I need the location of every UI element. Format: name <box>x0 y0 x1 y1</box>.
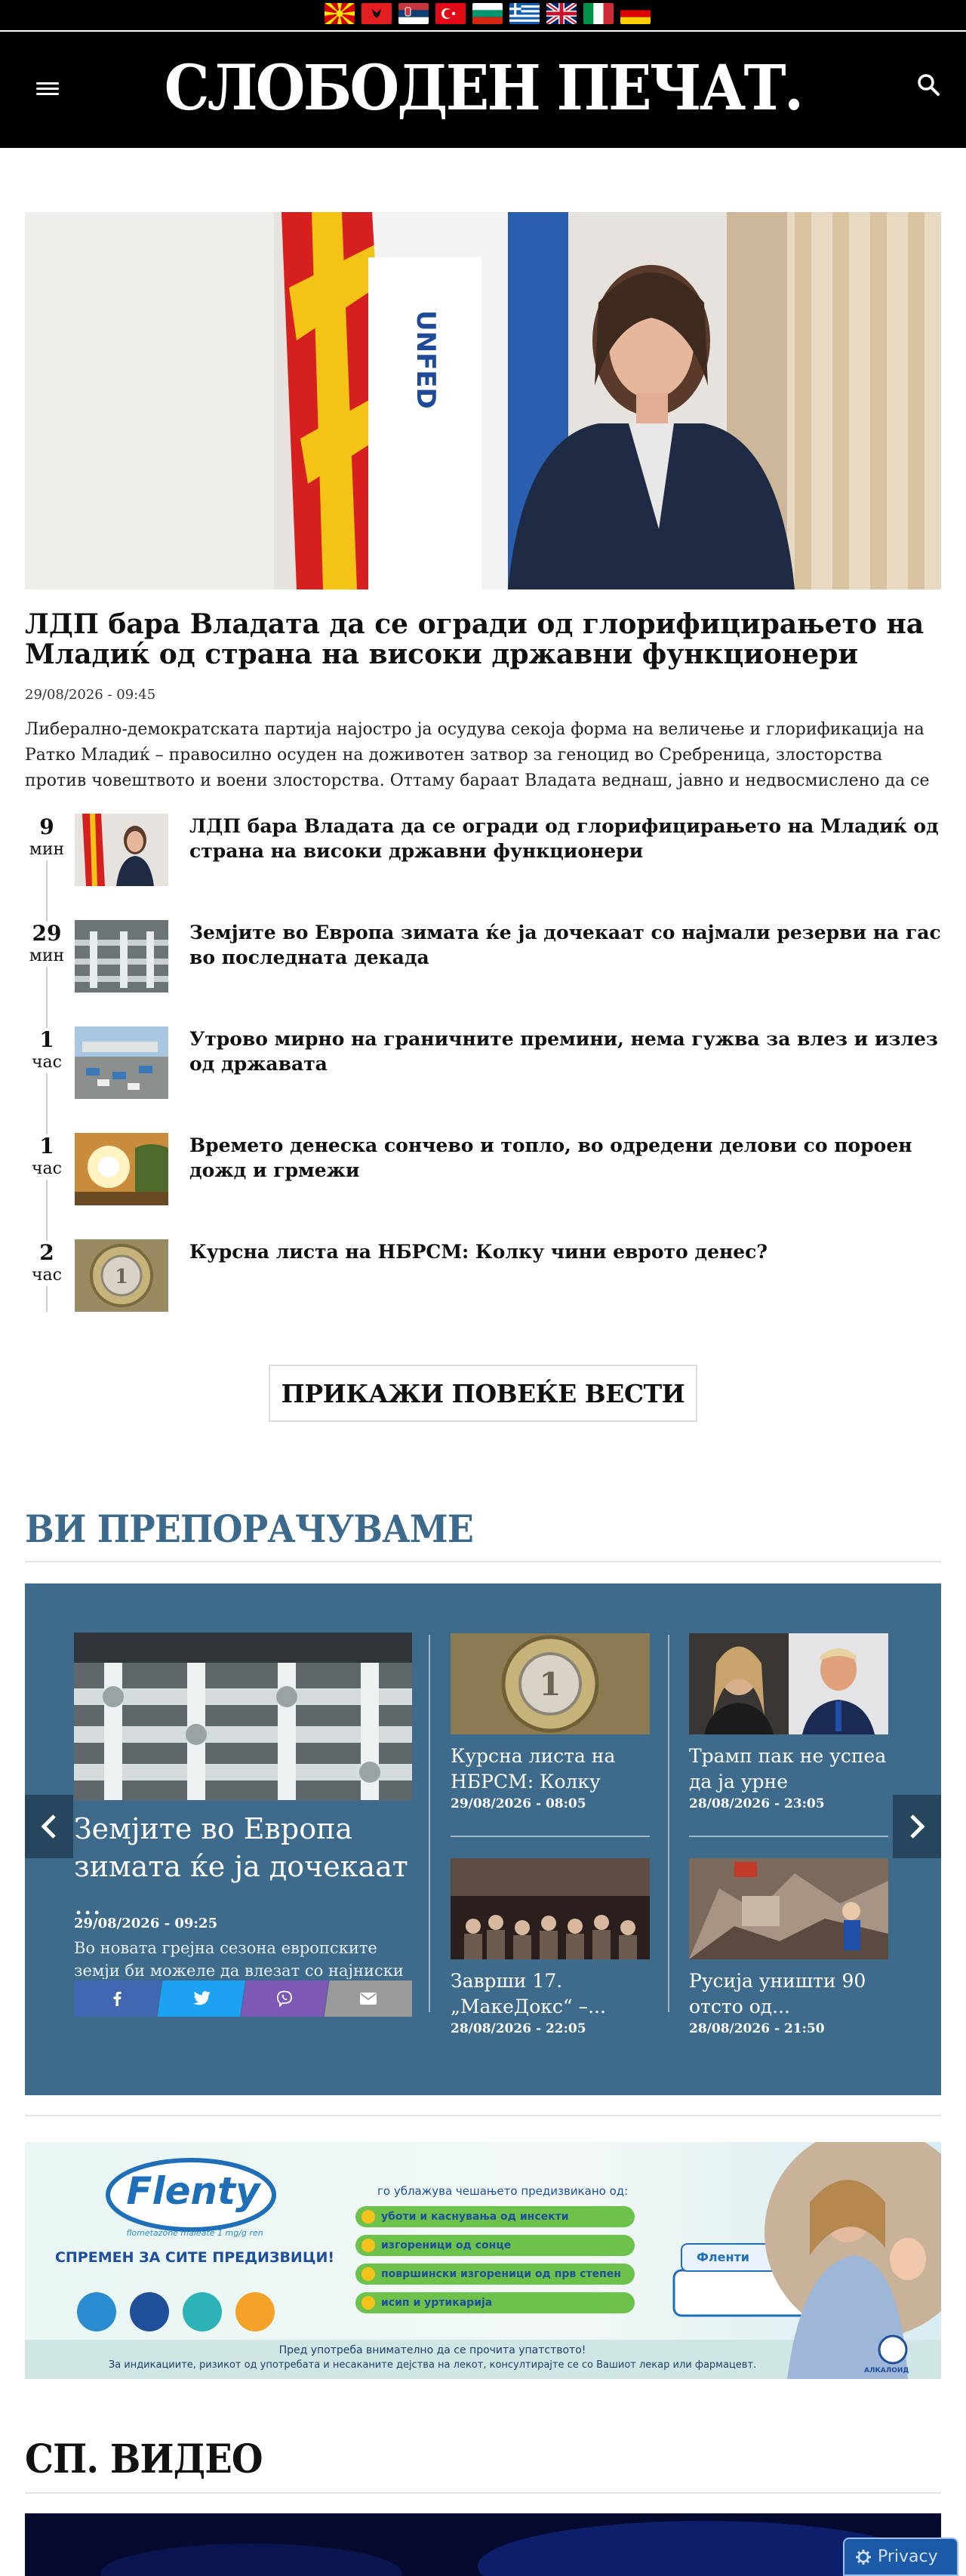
card-image[interactable] <box>451 1858 650 1959</box>
hero-lead: Либерално-демократската партија најостро ја осудува секоја форма на величење и глорификација на Ратко Младиќ – правосилно осуден на доживотен затвор за геноцид во Сребреница, злосторства против човештвото и воени злосторства. Оттаму бараат Владата веднаш, јавно и недвосмислено да се <box>25 720 930 790</box>
item-title[interactable]: Земјите во Европа зимата ќе ја дочекаат со најмали резерви на гас во последната декада <box>189 922 941 968</box>
column-divider <box>668 1635 669 2012</box>
chevron-left-icon <box>38 1811 60 1842</box>
flag-al-icon[interactable] <box>361 3 392 24</box>
section-divider <box>25 2115 941 2116</box>
item-title[interactable]: Времето денеска сончево и топло, во одредени делови со пороен дожд и грмежи <box>189 1134 912 1181</box>
item-thumbnail[interactable] <box>75 1239 168 1312</box>
list-item[interactable] <box>25 920 941 996</box>
privacy-button[interactable] <box>843 2538 958 2576</box>
card-date: 28/08/2026 - 23:05 <box>689 1796 825 1811</box>
flag-bg-icon[interactable] <box>472 3 503 24</box>
carousel-next-button[interactable] <box>893 1795 941 1858</box>
flag-tr-icon[interactable] <box>435 3 466 24</box>
section-divider <box>25 2492 941 2494</box>
item-time <box>25 922 69 967</box>
ad-disclaimer: Пред употреба внимателно да се прочита упатството! <box>278 2344 586 2356</box>
time-number: 9 <box>39 814 54 839</box>
time-unit: час <box>32 1266 62 1285</box>
video-player[interactable] <box>25 2513 941 2576</box>
item-time <box>25 1028 69 1073</box>
recommend-main-image[interactable] <box>74 1633 412 1800</box>
ad-pack-label: Фленти <box>697 2250 749 2264</box>
card-title[interactable]: Трамп пак не успеа да ја урне <box>689 1745 887 1793</box>
privacy-label: Privacy <box>878 2547 938 2566</box>
list-item[interactable] <box>25 814 941 889</box>
advertisement-banner[interactable] <box>25 2142 941 2379</box>
list-item[interactable] <box>25 1026 941 1102</box>
show-more-news-button[interactable]: ПРИКАЖИ ПОВЕЌЕ ВЕСТИ <box>269 1365 697 1422</box>
hero-photo <box>25 212 941 589</box>
time-unit: час <box>32 1159 62 1178</box>
recommend-card[interactable] <box>689 1858 888 2036</box>
site-header <box>0 32 966 148</box>
recommend-carousel <box>25 1583 941 2095</box>
card-date: 28/08/2026 - 22:05 <box>451 2021 586 2036</box>
language-bar <box>0 0 966 30</box>
card-title[interactable]: Русија уништи 90 отсто од... <box>689 1970 866 2017</box>
ad-bullet: исип и уртикарија <box>381 2297 493 2309</box>
recommend-main-date: 29/08/2026 - 09:25 <box>74 1916 218 1931</box>
flag-de-icon[interactable] <box>620 3 651 24</box>
recommend-card[interactable] <box>451 1858 650 2036</box>
item-thumbnail[interactable] <box>75 920 168 993</box>
gear-icon <box>855 2549 872 2565</box>
video-heading: СП. ВИДЕО <box>25 2436 263 2482</box>
flag-it-icon[interactable] <box>583 3 614 24</box>
time-unit: мин <box>29 946 65 965</box>
hero-title[interactable]: ЛДП бара Владата да се огради од глорифицирањето на Младиќ од страна на високи државни функционери <box>25 608 924 670</box>
facebook-icon <box>110 1991 125 2006</box>
item-thumbnail[interactable] <box>75 814 168 886</box>
hero-date: 29/08/2026 - 09:45 <box>25 687 156 703</box>
item-time <box>25 815 69 860</box>
card-divider <box>689 1836 888 1837</box>
item-title[interactable]: ЛДП бара Владата да се огради од глорифицирањето на Младиќ од страна на високи државни функционери <box>189 815 939 862</box>
ad-disclaimer: За индикациите, ризикот од употребата и несаканите дејства на лекот, консултирајте се со Вашиот лекар или фармацевт. <box>108 2359 757 2371</box>
carousel-prev-button[interactable] <box>25 1795 73 1858</box>
list-item[interactable] <box>25 1133 941 1208</box>
ad-tagline: СПРЕМЕН ЗА СИТЕ ПРЕДИЗВИЦИ! <box>54 2249 335 2266</box>
ad-company: АЛКАЛОИД <box>864 2367 909 2374</box>
time-number: 2 <box>39 1240 54 1265</box>
flag-mk-icon[interactable] <box>325 3 355 24</box>
card-date: 29/08/2026 - 08:05 <box>451 1796 586 1811</box>
recommend-heading: ВИ ПРЕПОРАЧУВАМЕ <box>25 1507 473 1551</box>
item-thumbnail[interactable] <box>75 1133 168 1205</box>
ad-intro: го ублажува чешањето предизвикано од: <box>377 2184 629 2198</box>
time-unit: мин <box>29 840 65 859</box>
item-time <box>25 1241 69 1286</box>
ad-brand: Flenty <box>126 2169 260 2213</box>
time-number: 29 <box>32 921 62 946</box>
share-twitter-button[interactable] <box>158 1980 246 2017</box>
flag-gr-icon[interactable] <box>509 3 540 24</box>
ad-bullet: површински изгореници од прв степен <box>381 2268 621 2280</box>
svg-text:UNFED: UNFED <box>411 310 441 409</box>
chevron-right-icon <box>906 1811 928 1842</box>
card-image[interactable] <box>689 1633 888 1734</box>
share-viber-button[interactable] <box>241 1980 329 2017</box>
time-number: 1 <box>39 1134 54 1159</box>
hero-image[interactable] <box>25 212 941 589</box>
item-thumbnail[interactable] <box>75 1026 168 1099</box>
column-divider <box>429 1635 430 2012</box>
card-title[interactable]: Курсна листа на НБРСМ: Колку <box>451 1745 616 1793</box>
card-image[interactable] <box>689 1858 888 1959</box>
time-number: 1 <box>39 1027 54 1052</box>
item-title[interactable]: Курсна листа на НБРСМ: Колку чини еврото денес? <box>189 1241 768 1263</box>
recommend-main-title[interactable]: Земјите во Европа зимата ќе ја дочекаат ... <box>74 1812 408 1921</box>
flag-en-icon[interactable] <box>546 3 577 24</box>
search-icon[interactable] <box>915 71 942 98</box>
time-unit: час <box>32 1053 62 1072</box>
card-title[interactable]: Заврши 17. „МакеДокс“ –... <box>451 1970 606 2017</box>
card-date: 28/08/2026 - 21:50 <box>689 2021 825 2036</box>
language-flags <box>325 3 651 24</box>
ad-bullet: уботи и каснувања од инсекти <box>381 2211 569 2223</box>
site-logo[interactable]: СЛОБОДЕН ПЕЧАТ. <box>164 52 802 125</box>
svg-text:1: 1 <box>114 1266 129 1288</box>
recommend-card[interactable] <box>689 1633 888 1811</box>
viber-icon <box>276 1990 293 2007</box>
item-title[interactable]: Утрово мирно на граничните премини, нема гужва за влез и излез од државата <box>189 1028 938 1075</box>
ad-bullet: изгореници од сонце <box>381 2239 512 2251</box>
twitter-icon <box>192 1991 211 2006</box>
ad-brand-sub: flometazone maleate 1 mg/g ren <box>126 2228 263 2238</box>
section-divider <box>25 1561 941 1562</box>
video-thumbnail <box>25 2513 941 2576</box>
email-icon <box>360 1993 377 2005</box>
share-email-button[interactable] <box>325 1980 413 2017</box>
flag-rs-icon[interactable] <box>398 3 429 24</box>
card-image[interactable] <box>451 1633 650 1734</box>
list-item[interactable] <box>25 1239 941 1315</box>
svg-text:1: 1 <box>539 1666 561 1703</box>
share-bar <box>74 1980 412 2017</box>
card-divider <box>451 1836 650 1837</box>
recommend-main-lead: Во новата грејна сезона европските земји би можеле да влезат со најниски <box>74 1939 404 1979</box>
recommend-card[interactable] <box>451 1633 650 1811</box>
share-facebook-button[interactable] <box>74 1980 162 2017</box>
item-time <box>25 1134 69 1180</box>
